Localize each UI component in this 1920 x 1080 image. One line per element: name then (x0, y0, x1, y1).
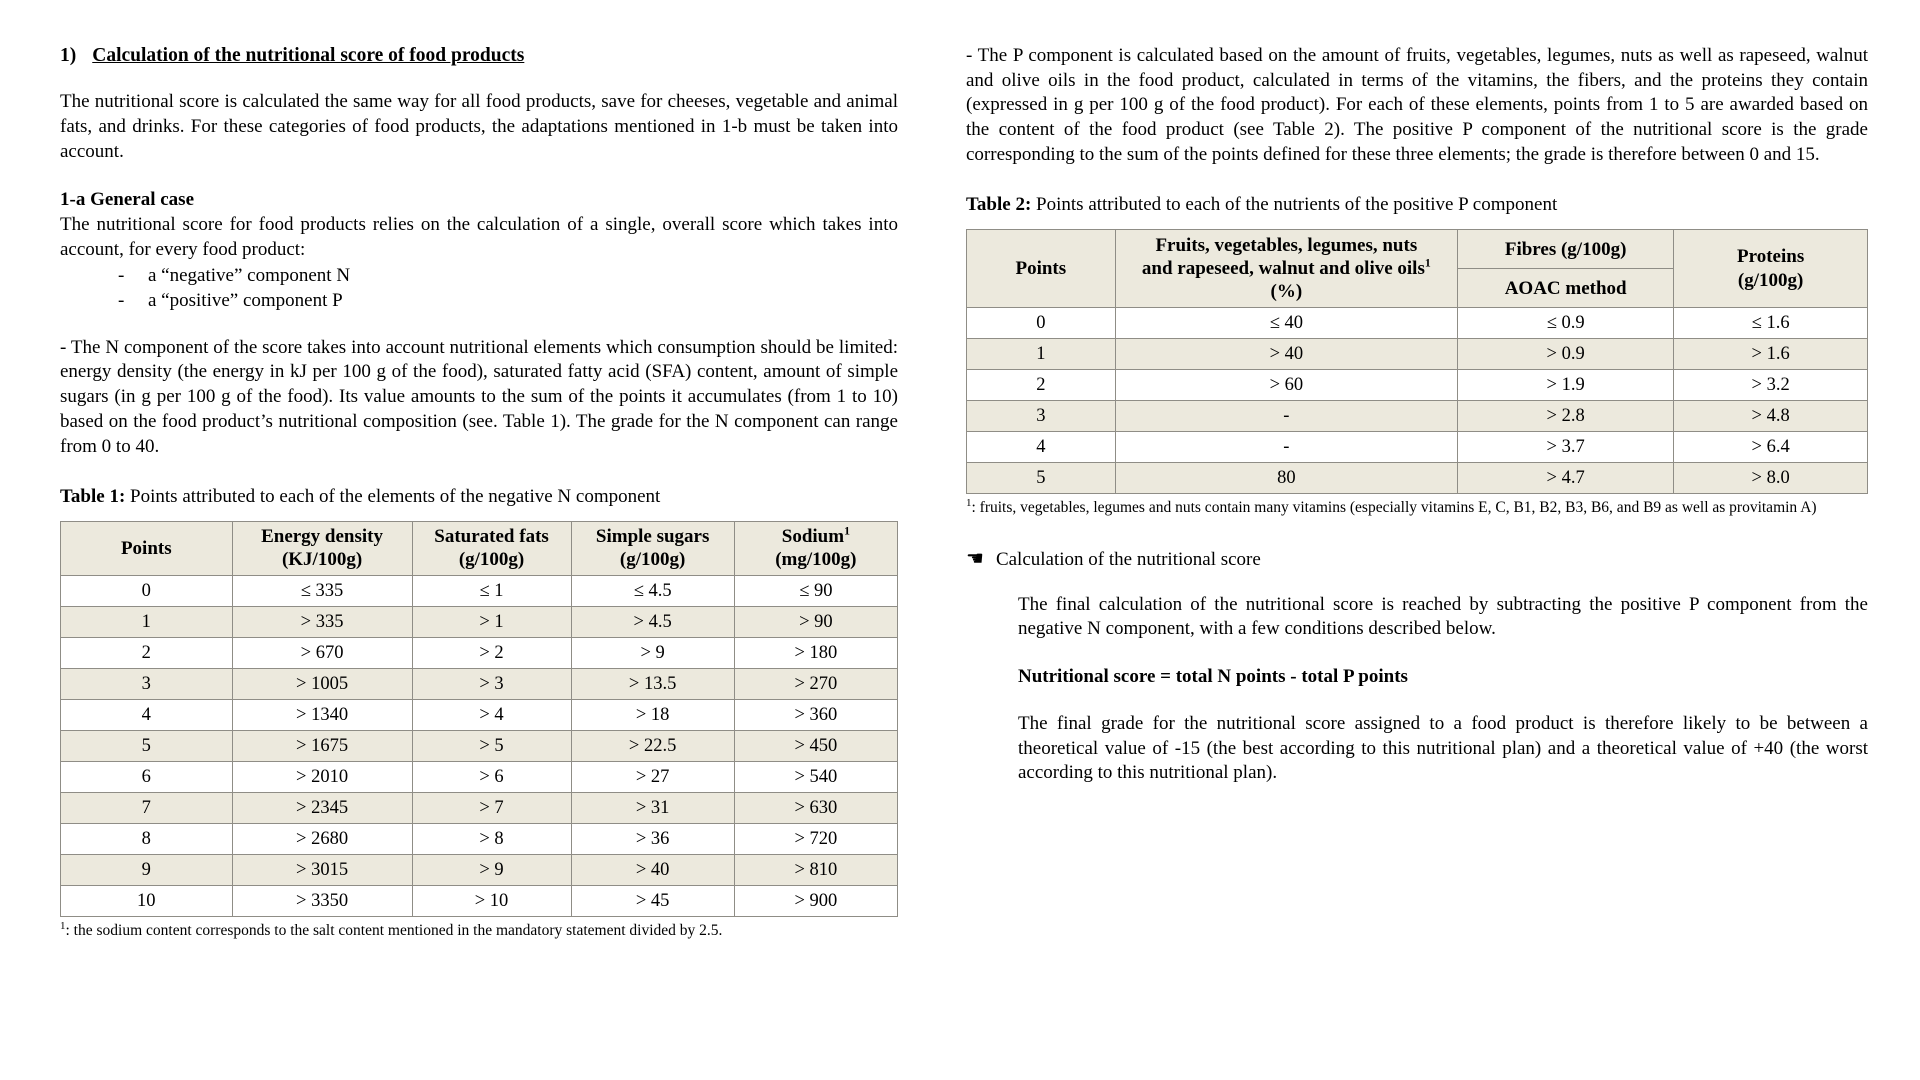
cell-fibres: > 0.9 (1458, 339, 1674, 370)
cell-satfat: > 7 (412, 792, 571, 823)
cell-fruits: - (1115, 432, 1457, 463)
cell-energy: > 1675 (232, 730, 412, 761)
cell-points: 2 (61, 637, 233, 668)
cell-points: 10 (61, 885, 233, 916)
cell-energy: > 2680 (232, 823, 412, 854)
cell-sugars: > 18 (571, 699, 734, 730)
table-header-row (967, 230, 1868, 269)
cell-energy: > 2010 (232, 761, 412, 792)
column-header-points: Points (967, 230, 1116, 308)
table-row (61, 885, 898, 916)
left-column (48, 44, 948, 940)
list-item-label: a “positive” component P (148, 290, 343, 312)
cell-points: 1 (967, 339, 1116, 370)
cell-fibres: > 3.7 (1458, 432, 1674, 463)
column-subheader-aoac-method: AOAC method (1458, 269, 1674, 308)
cell-proteins: > 6.4 (1674, 432, 1868, 463)
table-row (61, 637, 898, 668)
final-section-body (966, 593, 1868, 786)
table-row (61, 699, 898, 730)
header-line1: Energy density (261, 526, 384, 548)
header-line2: (g/100g) (1737, 269, 1804, 291)
cell-sodium: > 540 (734, 761, 897, 792)
cell-points: 3 (967, 401, 1116, 432)
cell-satfat: > 5 (412, 730, 571, 761)
cell-sugars: > 45 (571, 885, 734, 916)
cell-energy: > 1005 (232, 668, 412, 699)
cell-energy: > 335 (232, 606, 412, 637)
table-row (61, 606, 898, 637)
cell-points: 4 (61, 699, 233, 730)
cell-sodium: > 720 (734, 823, 897, 854)
list-item-label: a “negative” component N (148, 264, 351, 286)
table-header-row (61, 521, 898, 575)
cell-points: 7 (61, 792, 233, 823)
cell-points: 3 (61, 668, 233, 699)
table-row (61, 730, 898, 761)
cell-energy: > 3015 (232, 854, 412, 885)
table-positive-p-component (966, 229, 1868, 494)
cell-sugars: > 4.5 (571, 606, 734, 637)
cell-fibres: ≤ 0.9 (1458, 308, 1674, 339)
general-case-paragraph: The nutritional score for food products relies on the calculation of a single, overall score which takes into account, for every food product: (60, 214, 898, 260)
footnote-marker: 1 (60, 919, 66, 932)
header-line3: (%) (1270, 281, 1303, 303)
cell-points: 0 (61, 575, 233, 606)
table2-caption (966, 193, 1868, 218)
footnote-marker: 1 (1424, 256, 1431, 270)
table-row (61, 668, 898, 699)
table2-caption-label: Table 2: (966, 194, 1032, 216)
table-row (967, 370, 1868, 401)
cell-sugars: > 27 (571, 761, 734, 792)
dash-bullet-icon: - (118, 264, 125, 286)
intro-paragraph: The nutritional score is calculated the same way for all food products, save for cheeses, vegetable and animal fats, and drinks. For these categories of food products, the adaptations mentioned in 1-b must be taken into account. (60, 91, 898, 162)
cell-proteins: ≤ 1.6 (1674, 308, 1868, 339)
table-row (61, 854, 898, 885)
cell-sugars: > 36 (571, 823, 734, 854)
final-paragraph-2: The final grade for the nutritional score assigned to a food product is therefore likely to be between a theoretical value of -15 (the best according to this nutritional plan) and a theoretical value of +40 (the worst according to this nutritional plan). (1018, 712, 1868, 784)
final-section-heading (966, 546, 1868, 571)
cell-fruits: 80 (1115, 463, 1457, 494)
table-row (61, 823, 898, 854)
table2-body (967, 308, 1868, 494)
header-line2: (KJ/100g) (281, 549, 363, 571)
n-component-paragraph: - The N component of the score takes into account nutritional elements which consumption should be limited: energy density (the energy in kJ per 100 g of the food), saturated fatty acid (SFA) content, amount of simple sugars (in g per 100 g of the food). Its value amounts to the sum of the points it accumulates (from 1 to 10) based on the food product’s nutritional composition (see. Table 1). The grade for the N component can range from 0 to 40. (60, 336, 898, 457)
column-header-sodium (734, 521, 897, 575)
cell-energy: > 670 (232, 637, 412, 668)
column-header-points (61, 521, 233, 575)
cell-sodium: > 900 (734, 885, 897, 916)
header-line1: Proteins (1737, 246, 1805, 268)
footnote-marker: 1 (966, 496, 972, 509)
header-line1: Sodium (781, 526, 845, 548)
list-item (118, 288, 898, 314)
column-header-fruits-vegetables (1115, 230, 1457, 308)
cell-points: 5 (967, 463, 1116, 494)
table1-body (61, 575, 898, 916)
cell-satfat: > 6 (412, 761, 571, 792)
cell-fibres: > 4.7 (1458, 463, 1674, 494)
header-line2: (g/100g) (458, 549, 525, 571)
cell-points: 1 (61, 606, 233, 637)
table-row (967, 308, 1868, 339)
header-line1: Simple sugars (595, 526, 710, 548)
table-row (61, 575, 898, 606)
cell-satfat: > 4 (412, 699, 571, 730)
footnote-text: : fruits, vegetables, legumes and nuts contain many vitamins (especially vitamins E, C, B1, B2, B3, B6, and B9 as well as provitamin A) (971, 499, 1817, 517)
cell-sodium: > 630 (734, 792, 897, 823)
cell-energy: > 2345 (232, 792, 412, 823)
dash-bullet-icon: - (118, 290, 125, 312)
table1-footnote (60, 921, 898, 940)
p-component-paragraph: - The P component is calculated based on the amount of fruits, vegetables, legumes, nuts as well as rapeseed, walnut and olive oils in the food product, calculated in terms of the vitamins, the fibers, and the proteins they contain (expressed in g per 100 g of the food product). For each of these elements, points from 1 to 5 are awarded based on the content of the food product (see Table 2). The positive P component of the nutritional score is the grade corresponding to the sum of the points defined for these three elements; the grade is therefore between 0 and 15. (966, 45, 1868, 165)
cell-satfat: > 3 (412, 668, 571, 699)
final-paragraph-1: The final calculation of the nutritional score is reached by subtracting the positive P component from the negative N component, with a few conditions described below. (1018, 593, 1868, 640)
subheading-general-case: 1-a General case (60, 189, 195, 211)
column-header-simple-sugars (571, 521, 734, 575)
final-section-heading-text: Calculation of the nutritional score (995, 548, 1261, 570)
cell-points: 5 (61, 730, 233, 761)
cell-satfat: > 10 (412, 885, 571, 916)
cell-satfat: > 2 (412, 637, 571, 668)
cell-satfat: > 8 (412, 823, 571, 854)
cell-fruits: > 60 (1115, 370, 1457, 401)
cell-proteins: > 3.2 (1674, 370, 1868, 401)
cell-sugars: > 40 (571, 854, 734, 885)
table-row (967, 463, 1868, 494)
cell-sodium: > 90 (734, 606, 897, 637)
column-header-fibres: Fibres (g/100g) (1458, 230, 1674, 269)
pointing-hand-icon: ☚ (966, 547, 984, 570)
column-header-energy-density (232, 521, 412, 575)
cell-sodium: ≤ 90 (734, 575, 897, 606)
cell-fruits: > 40 (1115, 339, 1457, 370)
cell-points: 9 (61, 854, 233, 885)
section-title-text: Calculation of the nutritional score of food products (92, 45, 525, 66)
header-line2: (g/100g) (619, 549, 686, 571)
cell-proteins: > 1.6 (1674, 339, 1868, 370)
table-row (61, 792, 898, 823)
header-line1: Fruits, vegetables, legumes, nuts (1155, 234, 1418, 256)
table2-head (967, 230, 1868, 308)
cell-sodium: > 180 (734, 637, 897, 668)
cell-proteins: > 4.8 (1674, 401, 1868, 432)
table1-head (61, 521, 898, 575)
table-row (967, 339, 1868, 370)
cell-points: 2 (967, 370, 1116, 401)
header-line2: (mg/100g) (775, 549, 857, 571)
cell-points: 4 (967, 432, 1116, 463)
cell-sodium: > 270 (734, 668, 897, 699)
nutritional-score-formula: Nutritional score = total N points - total P points (1018, 665, 1408, 687)
table-row (61, 761, 898, 792)
list-item (118, 263, 898, 289)
cell-points: 6 (61, 761, 233, 792)
cell-fruits: - (1115, 401, 1457, 432)
cell-sugars: ≤ 4.5 (571, 575, 734, 606)
cell-energy: ≤ 335 (232, 575, 412, 606)
section-number: 1) (60, 45, 77, 66)
footnote-marker: 1 (844, 524, 850, 538)
column-header-saturated-fats (412, 521, 571, 575)
header-line1: Saturated fats (434, 526, 549, 548)
cell-sodium: > 450 (734, 730, 897, 761)
right-column (948, 44, 1868, 940)
cell-energy: > 3350 (232, 885, 412, 916)
header-line2: and rapeseed, walnut and olive oils (1141, 258, 1425, 280)
table-negative-n-component (60, 521, 898, 917)
footnote-text: : the sodium content corresponds to the salt content mentioned in the mandatory statement divided by 2.5. (65, 921, 723, 939)
cell-sugars: > 9 (571, 637, 734, 668)
cell-satfat: ≤ 1 (412, 575, 571, 606)
cell-sodium: > 810 (734, 854, 897, 885)
component-list (60, 263, 898, 314)
cell-sugars: > 13.5 (571, 668, 734, 699)
table1-caption-label: Table 1: (60, 486, 126, 508)
table-row (967, 401, 1868, 432)
cell-points: 0 (967, 308, 1116, 339)
cell-fruits: ≤ 40 (1115, 308, 1457, 339)
cell-proteins: > 8.0 (1674, 463, 1868, 494)
table1-caption (60, 485, 898, 510)
table1-caption-text: Points attributed to each of the elements of the negative N component (130, 486, 661, 508)
page-title (60, 44, 898, 68)
column-header-proteins (1674, 230, 1868, 308)
cell-points: 8 (61, 823, 233, 854)
table2-caption-text: Points attributed to each of the nutrients of the positive P component (1036, 194, 1558, 216)
cell-satfat: > 9 (412, 854, 571, 885)
cell-satfat: > 1 (412, 606, 571, 637)
table-row (967, 432, 1868, 463)
cell-fibres: > 1.9 (1458, 370, 1674, 401)
table2-footnote (966, 498, 1868, 517)
cell-sodium: > 360 (734, 699, 897, 730)
header-line1: Points (120, 537, 172, 559)
cell-energy: > 1340 (232, 699, 412, 730)
cell-fibres: > 2.8 (1458, 401, 1674, 432)
cell-sugars: > 31 (571, 792, 734, 823)
cell-sugars: > 22.5 (571, 730, 734, 761)
